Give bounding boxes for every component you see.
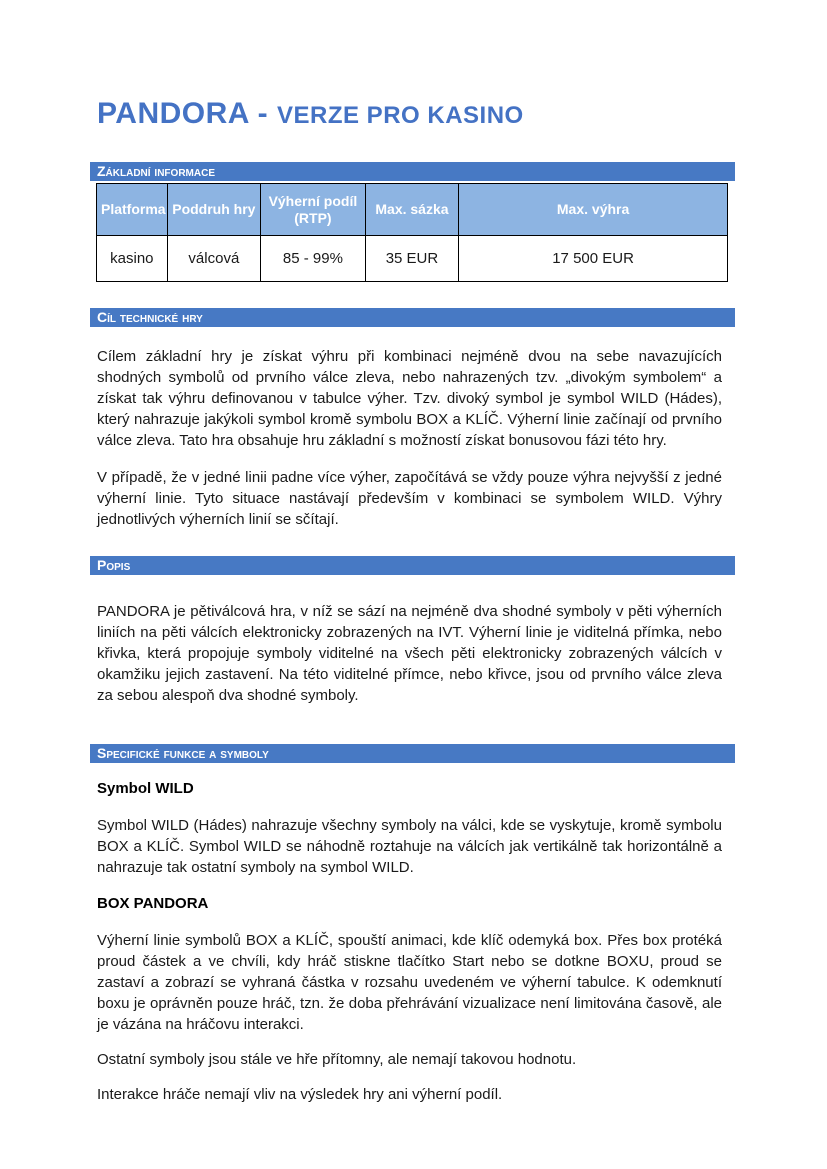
subheading-symbol-wild: Symbol WILD: [97, 780, 194, 797]
table-cell-max-vyhra: 17 500 EUR: [459, 236, 728, 282]
table-header-max-sazka: Max. sázka: [365, 184, 458, 236]
basic-info-table: [96, 183, 728, 282]
section-heading-popis: Popis: [90, 556, 735, 575]
paragraph-popis: PANDORA je pětiválcová hra, v níž se sází na nejméně dva shodné symboly v pěti výherních liniích na pěti válcích elektronicky zobrazených na IVT. Výherní linie je viditelná přímka, nebo křivka, která propojuje symboly viditelné na všech pěti elektronicky zobrazených válcích v okamžiku jejich zastavení. Na této viditelné přímce, nebo křivce, jsou od prvního válce zleva za sebou alespoň dva shodné symboly.: [97, 603, 722, 704]
paragraph-box-pandora: Výherní linie symbolů BOX a KLÍČ, spouští animaci, kde klíč odemyká box. Přes box protéká proud částek a ve chvíli, kdy hráč stiskne tlačítko Start nebo se dotkne BOXU, proud se zastaví a zobrazí se vyhraná částka v rozsahu uvedeném ve výherní tabulce. K odemknutí boxu je oprávněn pouze hráč, tzn. že doba přehrávání vizualizace není limitována časově, ale je vázána na hráčovu interakci.: [97, 932, 722, 1033]
subheading-box-pandora: BOX PANDORA: [97, 895, 209, 912]
table-header-max-vyhra: Max. výhra: [459, 184, 728, 236]
table-cell-poddruh-hry: válcová: [167, 236, 260, 282]
paragraph-cil-1: Cílem základní hry je získat výhru při kombinaci nejméně dvou na sebe navazujících shodných symbolů od prvního válce zleva, nebo nahrazených tzv. „divokým symbolem“ a získat tak výhru definovanou v tabulce výher. Tzv. divoký symbol je symbol WILD (Hádes), který nahrazuje jakýkoli symbol kromě symbolu BOX a KLÍČ. Výherní linie začínají od prvního válce zleva. Tato hra obsahuje hru základní s možností získat bonusovou fázi této hry.: [97, 348, 722, 449]
table-cell-max-sazka: 35 EUR: [365, 236, 458, 282]
paragraph-interakce-hrace: Interakce hráče nemají vliv na výsledek hry ani výherní podíl.: [97, 1086, 503, 1103]
document-content: [90, 0, 735, 1105]
page-title-sub: VERZE PRO KASINO: [277, 102, 524, 129]
table-header-poddruh-hry: Poddruh hry: [167, 184, 260, 236]
table-header-platforma: Platforma: [97, 184, 168, 236]
paragraph-symbol-wild: Symbol WILD (Hádes) nahrazuje všechny symboly na válci, kde se vyskytuje, kromě symbolu BOX a KLÍČ. Symbol WILD se náhodně roztahuje na válcích jak vertikálně tak horizontálně a nahrazuje tak ostatní symboly na symbol WILD.: [97, 817, 722, 876]
paragraph-ostatni-symboly: Ostatní symboly jsou stále ve hře přítomny, ale nemají takovou hodnotu.: [97, 1051, 577, 1068]
table-row: [97, 236, 728, 282]
page-title-main: PANDORA -: [97, 97, 277, 130]
page-title: [97, 93, 735, 135]
section-heading-zakladni-informace: Základní informace: [90, 162, 735, 181]
section-heading-specificke-funkce-a-symboly: Specifické funkce a symboly: [90, 744, 735, 763]
table-cell-vyherni-podil: 85 - 99%: [261, 236, 366, 282]
table-header-row: [97, 184, 728, 236]
table-header-vyherni-podil: Výherní podíl (RTP): [261, 184, 366, 236]
paragraph-cil-2: V případě, že v jedné linii padne více výher, započítává se vždy pouze výhra nejvyšší z jedné výherní linie. Tyto situace nastávají především v kombinaci se symbolem WILD. Výhry jednotlivých výherních linií se sčítají.: [97, 469, 722, 528]
table-cell-platforma: kasino: [97, 236, 168, 282]
section-heading-cil-technicke-hry: Cíl technické hry: [90, 308, 735, 327]
